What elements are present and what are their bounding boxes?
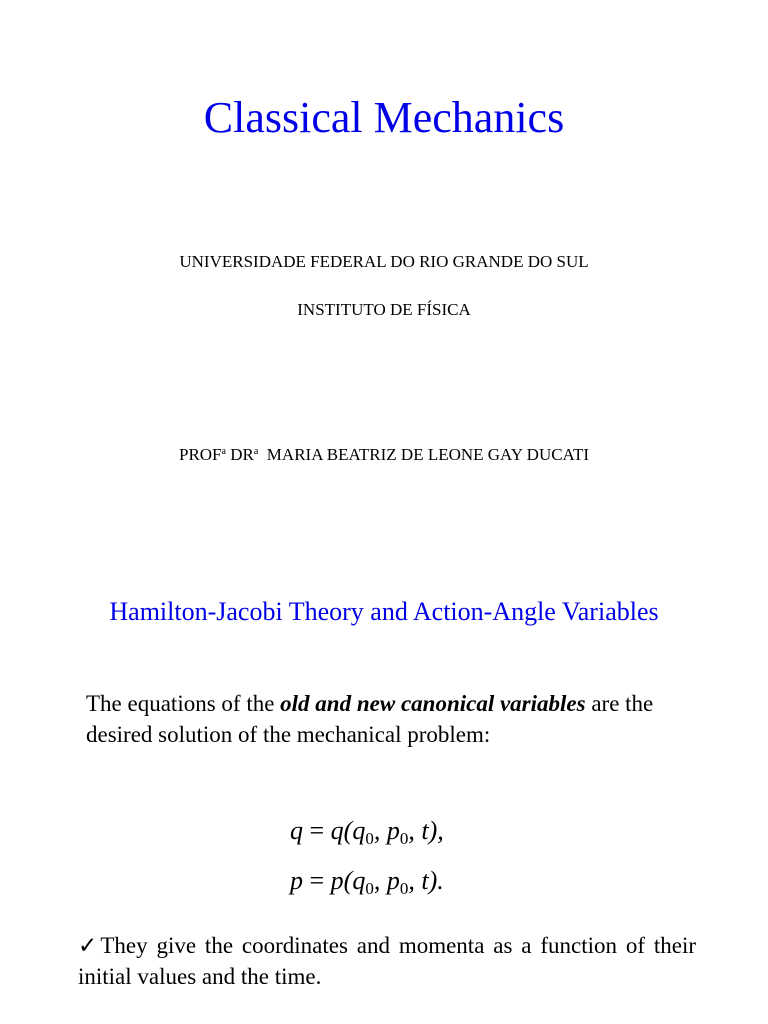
checkmark-icon: ✓ <box>78 933 101 958</box>
eq-fn: q <box>330 816 344 845</box>
eq-lhs: q <box>290 816 303 845</box>
eq-sub2: 0 <box>399 829 409 848</box>
eq-end: , t), <box>408 816 444 845</box>
intro-paragraph <box>86 688 698 750</box>
eq-op: = <box>303 816 331 845</box>
eq-lhs: p <box>290 866 303 895</box>
eq-args: (q <box>343 816 366 845</box>
professor-line <box>0 444 768 466</box>
prof-superscript: a <box>221 446 226 457</box>
prof-prefix: PROF <box>178 445 222 464</box>
equation-p <box>290 864 444 898</box>
paragraph-emphasis: old and new canonical variables <box>280 691 586 716</box>
dr-prefix: DR <box>225 445 254 464</box>
paragraph-before: The equations of the <box>86 691 281 716</box>
eq-mid: , p <box>373 866 400 895</box>
eq-fn: p <box>330 866 344 895</box>
section-title: Hamilton-Jacobi Theory and Action-Angle Variables <box>109 597 659 626</box>
eq-sub1: 0 <box>365 879 374 898</box>
institute-name: INSTITUTO DE FÍSICA <box>297 300 471 319</box>
professor-name: MARIA BEATRIZ DE LEONE GAY DUCATI <box>258 445 589 464</box>
university-name: UNIVERSIDADE FEDERAL DO RIO GRANDE DO SUL <box>179 252 589 271</box>
bullet-text: They give the coordinates and momenta as a function of their initial values and the time. <box>78 933 696 989</box>
slide-title: Classical Mechanics <box>203 93 565 142</box>
eq-sub2: 0 <box>399 879 409 898</box>
eq-args: (q <box>343 866 366 895</box>
bullet-point <box>78 930 696 992</box>
eq-op: = <box>303 866 331 895</box>
equation-q <box>290 814 444 848</box>
eq-mid: , p <box>373 816 400 845</box>
paragraph-after: are the desired solution of the mechanical problem: <box>86 691 654 747</box>
dr-superscript: a <box>253 446 259 457</box>
eq-end: , t). <box>408 866 444 895</box>
eq-sub1: 0 <box>365 829 374 848</box>
